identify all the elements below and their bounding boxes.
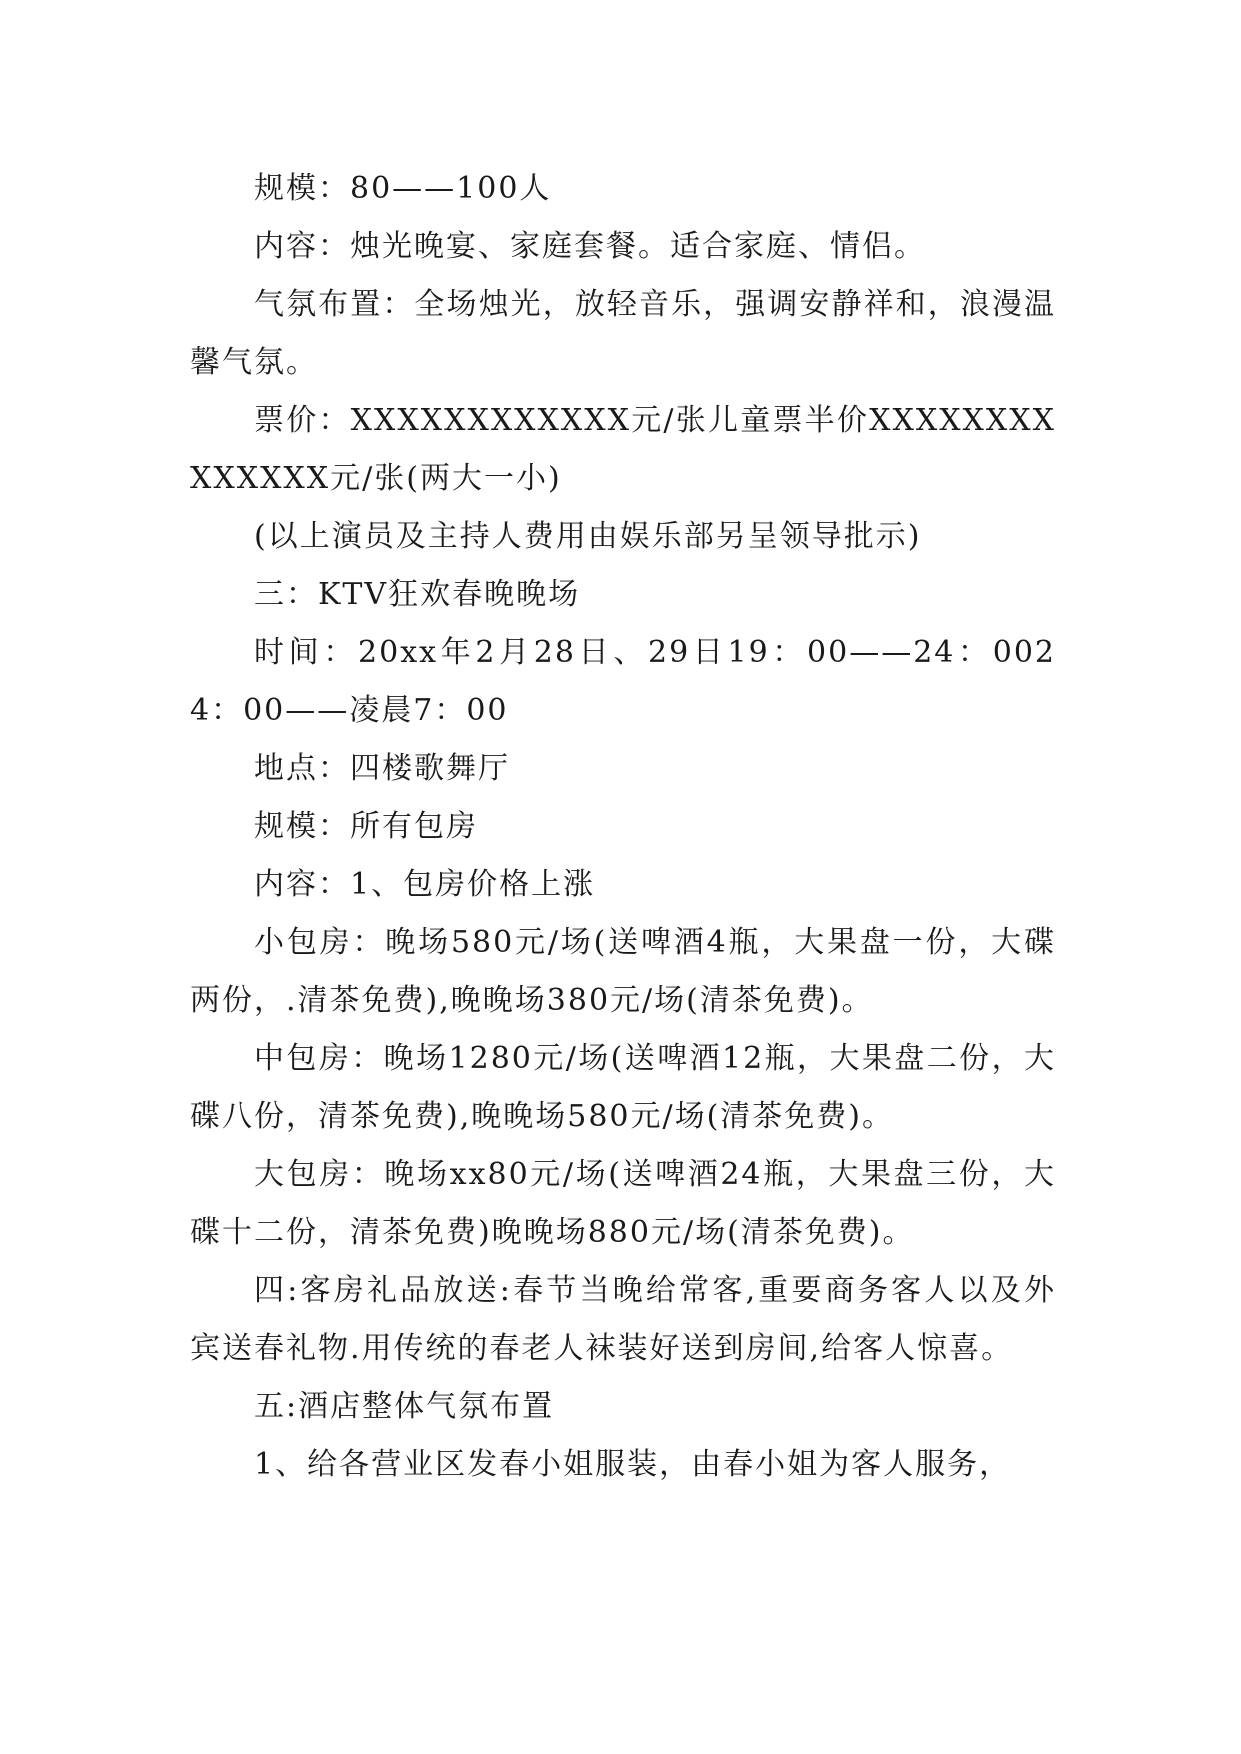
paragraph-scale: 规模：80——100人 (254, 171, 552, 206)
section-heading-gifts: 四:客房礼品放送:春节当晚给常客,重要商务客人以及外宾送春礼物.用传统的春老人袜装好送到房间,给客人惊喜。 (190, 1273, 1056, 1366)
paragraph-ktv-scale: 规模：所有包房 (254, 809, 478, 844)
paragraph-large-room: 大包房：晚场xx80元/场(送啤酒24瓶，大果盘三份，大碟十二份，清茶免费)晚晚场880元/场(清茶免费)。 (190, 1157, 1056, 1250)
paragraph-content: 内容：烛光晚宴、家庭套餐。适合家庭、情侣。 (254, 229, 926, 264)
paragraph-ktv-content: 内容：1、包房价格上涨 (254, 867, 596, 902)
paragraph-atmosphere: 气氛布置：全场烛光，放轻音乐，强调安静祥和，浪漫温馨气氛。 (190, 287, 1056, 380)
paragraph-medium-room: 中包房：晚场1280元/场(送啤酒12瓶，大果盘二份，大碟八份，清茶免费),晚晚场580元/场(清茶免费)。 (190, 1041, 1056, 1134)
paragraph-performer-note: (以上演员及主持人费用由娱乐部另呈领导批示) (254, 519, 922, 554)
paragraph-costume: 1、给各营业区发春小姐服装，由春小姐为客人服务， (254, 1447, 1012, 1482)
section-heading-decoration: 五:酒店整体气氛布置 (254, 1389, 555, 1424)
paragraph-location: 地点：四楼歌舞厅 (254, 751, 510, 786)
paragraph-ticket-price: 票价：XXXXXXXXXXXX元/张儿童票半价XXXXXXXXXXXXXX元/张(两大一小) (190, 403, 1056, 496)
document-body (190, 160, 1056, 1494)
paragraph-time: 时间：20xx年2月28日、29日19：00——24：0024：00——凌晨7：00 (190, 635, 1056, 728)
section-heading-ktv: 三：KTV狂欢春晚晚场 (254, 577, 581, 612)
paragraph-small-room: 小包房：晚场580元/场(送啤酒4瓶，大果盘一份，大碟两份，.清茶免费),晚晚场380元/场(清茶免费)。 (190, 925, 1056, 1018)
